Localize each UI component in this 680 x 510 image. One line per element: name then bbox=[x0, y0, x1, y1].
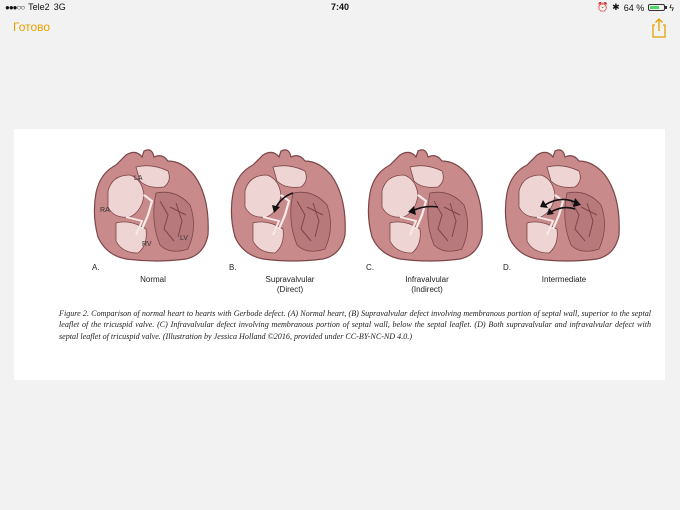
heart-panel bbox=[86, 145, 216, 295]
nav-bar bbox=[0, 14, 680, 42]
chamber-label-rv: RV bbox=[142, 241, 152, 248]
signal-strength-icon: ●●●○○ bbox=[5, 2, 25, 12]
chamber-label-ra: RA bbox=[100, 207, 110, 214]
figure-caption: Figure 2. Comparison of normal heart to hearts with Gerbode defect. (A) Normal heart, (B) Supravalvular defect involving membranous portion of septal wall, superior to the septal leaflet of the tricuspid valve. (C) Infravalvular defect involving membranous portion of septal wall, below the septal leaflet. (D) Both supravalvular and infravalvular defect with septal leaflet of tricuspid valve. (Illustration by Jessica Holland ©2016, provided under CC-BY-NC-ND 4.0.) bbox=[59, 309, 651, 341]
panel-title bbox=[98, 275, 208, 285]
alarm-icon: ⏰ bbox=[596, 2, 609, 12]
carrier-name: Tele2 bbox=[28, 2, 50, 12]
battery-icon bbox=[648, 4, 665, 11]
panel-title bbox=[372, 275, 482, 295]
panel-title bbox=[509, 275, 619, 285]
panel-title-line: Normal bbox=[140, 275, 166, 284]
panel-letter: A. bbox=[92, 263, 100, 272]
heart-illustration bbox=[497, 145, 627, 270]
panel-letter: D. bbox=[503, 263, 511, 272]
share-button[interactable] bbox=[650, 18, 668, 38]
chamber-label-la: LA bbox=[134, 175, 143, 182]
heart-panel bbox=[223, 145, 353, 295]
heart-figure bbox=[86, 145, 606, 295]
panel-title-line: Supravalvular bbox=[265, 275, 315, 284]
battery-percent: 64 % bbox=[623, 2, 645, 13]
clock: 7:40 bbox=[330, 2, 349, 12]
chamber-label-lv: LV bbox=[180, 235, 189, 242]
charging-icon: ϟ bbox=[669, 2, 674, 13]
panel-letter: B. bbox=[229, 263, 237, 272]
panel-title bbox=[235, 275, 345, 295]
heart-illustration bbox=[223, 145, 353, 270]
document-page[interactable] bbox=[14, 129, 665, 380]
panel-title-line: Infravalvular bbox=[405, 275, 449, 284]
status-bar bbox=[0, 0, 680, 14]
battery-fill bbox=[650, 6, 658, 9]
heart-panel bbox=[360, 145, 490, 295]
share-icon bbox=[650, 18, 668, 38]
panel-subtitle: (Direct) bbox=[276, 285, 304, 294]
panel-subtitle: (Indirect) bbox=[411, 285, 443, 294]
done-button[interactable]: Готово bbox=[13, 20, 51, 34]
heart-illustration bbox=[360, 145, 490, 270]
bluetooth-icon: ✱ bbox=[612, 2, 620, 12]
heart-panel bbox=[497, 145, 627, 295]
panel-letter: C. bbox=[366, 263, 374, 272]
network-type: 3G bbox=[53, 2, 66, 12]
panel-title-line: Intermediate bbox=[541, 275, 587, 284]
